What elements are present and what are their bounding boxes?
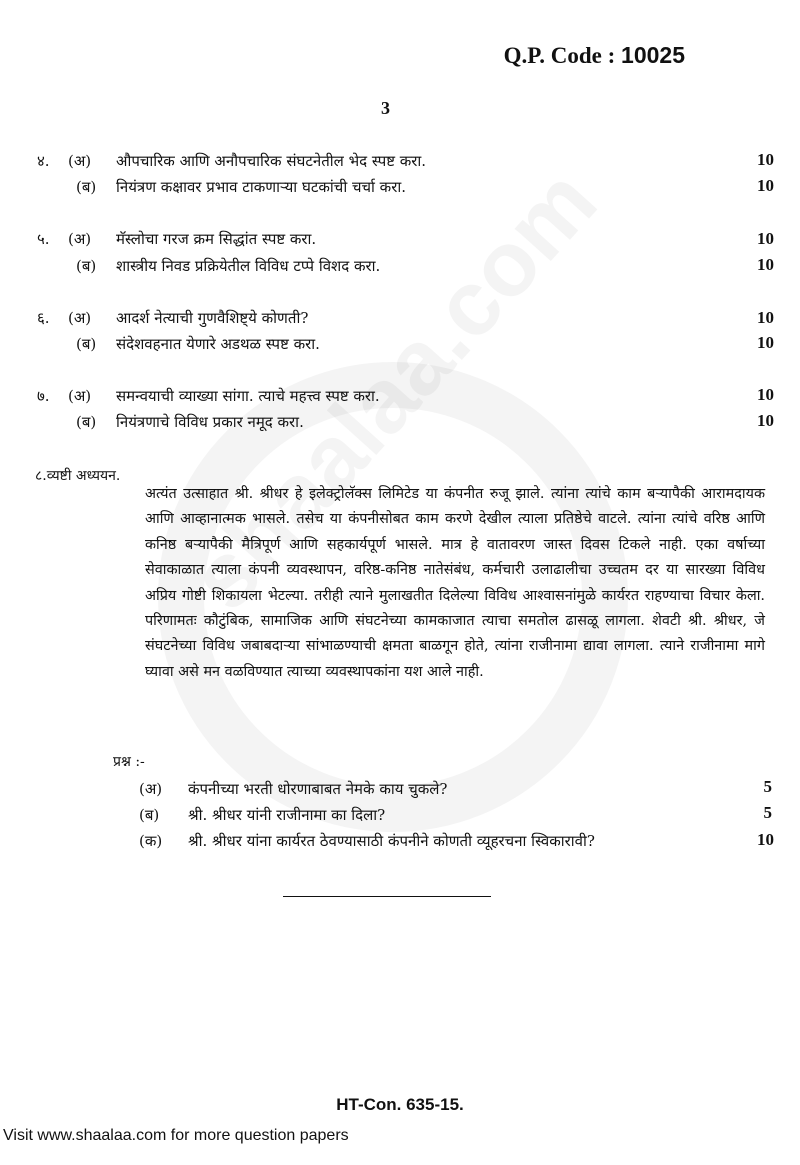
part-label: (ब) bbox=[76, 178, 97, 196]
part-marks: 10 bbox=[757, 150, 774, 169]
part-label: (ब) bbox=[76, 257, 97, 275]
case-study-paragraph: अत्यंत उत्साहात श्री. श्रीधर हे इलेक्ट्रोलॅक्स लिमिटेड या कंपनीत रुजू झाले. त्यांना त्यांचे काम बऱ्यापैकी आरामदायक आणि आव्हानात्मक भासले. तसेच या कंपनीसोबत काम करणे देखील त्याला प्रतिष्ठेचे वाटले. त्यांना त्यांचे वरिष्ठ आणि कनिष्ठ बऱ्यापैकी मैत्रिपूर्ण आणि सहकार्यपूर्ण भासले. मात्र हे वातावरण जास्त दिवस टिकले नाही. एका वर्षाच्या सेवाकाळात त्याला कंपनी व्यवस्थापन, वरिष्ठ-कनिष्ठ नातेसंबंध, कर्मचारी उलाढालीचा उच्चतम दर या सारख्या विविध अप्रिय गोष्टी शिकायला भेटल्या. तरीही त्याने मुलाखतीत दिलेल्या विविध आश्वासनांमुळे कार्यरत राहण्याचा विचार केला. परिणामतः कौटुंबिक, सामाजिक आणि संघटनेच्या कामकाजात त्याचा समतोल ढासळू लागला. शेवटी श्री. श्रीधर, जे संघटनेच्या विविध जबाबदाऱ्या सांभाळण्याची क्षमता बाळगून होते, त्यांना राजीनामा द्यावा लागला. त्याने राजीनामा मागे घ्यावा असे मन वळविण्यात त्याच्या व्यवस्थापकांना यश आले नाही. bbox=[145, 486, 765, 680]
part-label: (अ) bbox=[68, 309, 92, 327]
part-marks: 10 bbox=[757, 308, 774, 327]
subquestion-marks: 5 bbox=[763, 777, 772, 796]
qp-code bbox=[504, 42, 685, 69]
subquestion-marks: 10 bbox=[757, 830, 774, 849]
part-text: संदेशवहनात येणारे अडथळ स्पष्ट करा. bbox=[116, 335, 320, 353]
part-marks: 10 bbox=[757, 411, 774, 430]
part-text: आदर्श नेत्याची गुणवैशिष्ट्ये कोणती? bbox=[116, 309, 309, 327]
subquestion-label: (अ) bbox=[139, 780, 163, 798]
part-label: (अ) bbox=[68, 230, 92, 248]
subquestion-text: कंपनीच्या भरती धोरणाबाबत नेमके काय चुकले? bbox=[188, 780, 448, 798]
ht-con-code: HT-Con. 635-15. bbox=[336, 1095, 464, 1114]
site-footer-note: Visit www.shaalaa.com for more question papers bbox=[3, 1127, 349, 1144]
qp-code-label: Q.P. Code : bbox=[503, 43, 616, 68]
part-text: मॅस्लोचा गरज क्रम सिद्धांत स्पष्ट करा. bbox=[116, 230, 317, 248]
part-text: शास्त्रीय निवड प्रक्रियेतील विविध टप्पे विशद करा. bbox=[116, 257, 381, 275]
subquestion-label: (क) bbox=[139, 832, 163, 850]
qp-code-value: 10025 bbox=[621, 42, 685, 68]
part-text: नियंत्रणाचे विविध प्रकार नमूद करा. bbox=[116, 413, 304, 431]
part-text: औपचारिक आणि अनौपचारिक संघटनेतील भेद स्पष्ट करा. bbox=[116, 152, 427, 170]
part-text: समन्वयाची व्याख्या सांगा. त्याचे महत्त्व स्पष्ट करा. bbox=[116, 387, 380, 405]
part-marks: 10 bbox=[757, 229, 774, 248]
part-label: (ब) bbox=[76, 335, 97, 353]
part-label: (अ) bbox=[68, 387, 92, 405]
page-number: 3 bbox=[381, 98, 390, 118]
subquestion-text: श्री. श्रीधर यांना कार्यरत ठेवण्यासाठी कंपनीने कोणती व्यूहरचना स्विकारावी? bbox=[188, 832, 595, 850]
part-marks: 10 bbox=[757, 385, 774, 404]
question-number: ४. bbox=[37, 152, 50, 170]
part-marks: 10 bbox=[757, 255, 774, 274]
question-number: ६. bbox=[37, 309, 50, 327]
subquestion-text: श्री. श्रीधर यांनी राजीनामा का दिला? bbox=[188, 806, 386, 824]
question-number: ५. bbox=[37, 230, 50, 248]
part-text: नियंत्रण कक्षावर प्रभाव टाकणाऱ्या घटकांची चर्चा करा. bbox=[116, 178, 406, 196]
question-number: ७. bbox=[37, 387, 50, 405]
questions-label: प्रश्न :- bbox=[113, 754, 145, 770]
case-study-heading: ८.व्यष्टी अध्ययन. bbox=[35, 468, 121, 484]
subquestion-marks: 5 bbox=[763, 803, 772, 822]
part-marks: 10 bbox=[757, 333, 774, 352]
end-divider bbox=[283, 896, 491, 897]
part-label: (अ) bbox=[68, 152, 92, 170]
subquestion-label: (ब) bbox=[139, 806, 160, 824]
part-marks: 10 bbox=[757, 176, 774, 195]
part-label: (ब) bbox=[76, 413, 97, 431]
